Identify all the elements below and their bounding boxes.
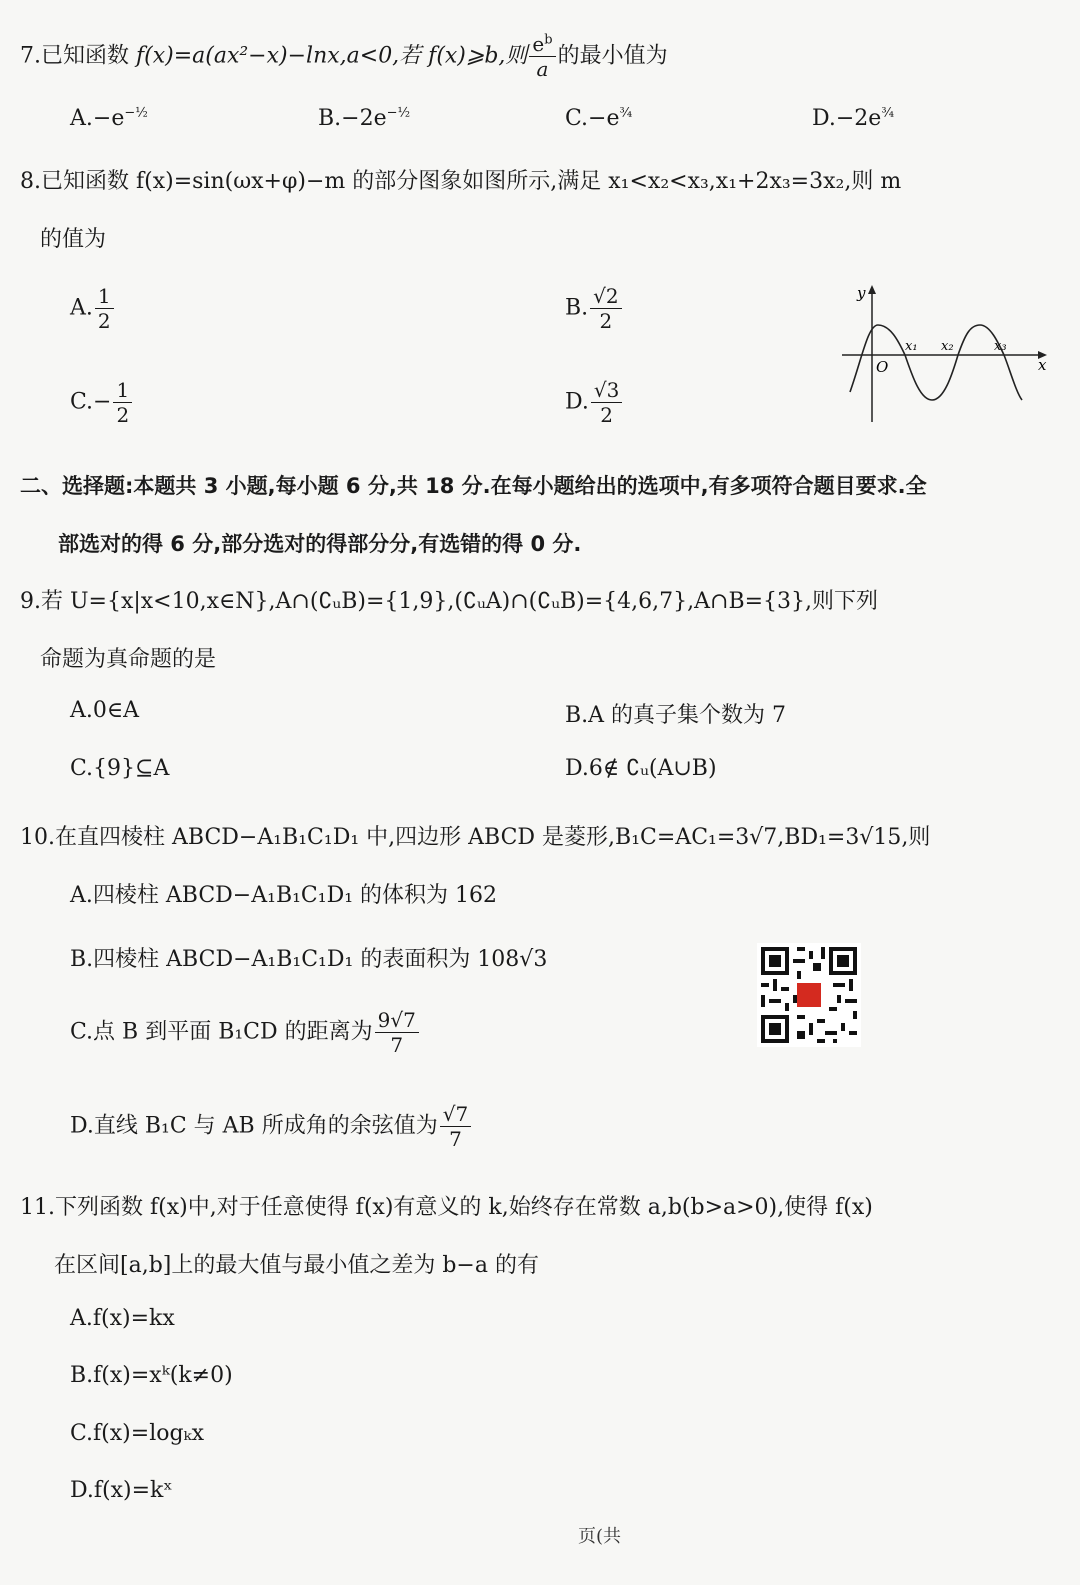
x-label: x — [1038, 356, 1047, 374]
q11-option-a: A.f(x)=kx — [70, 1306, 175, 1331]
q7-option-c: $C.-e^{\frac{3}{4}}$ — [565, 105, 633, 131]
q8-option-c: C.− $\frac{1}{2}$ — [70, 380, 134, 425]
q9-option-d: D.6∉ ∁ᵤ(A∪B) — [565, 756, 717, 781]
y-label: y — [857, 284, 866, 302]
section2-heading-line2: 部选对的得 6 分,部分选对的得部分分,有选错的得 0 分. — [58, 532, 582, 556]
q7-stem: 7.已知函数 f(x)=a(ax²−x)−lnx,a<0,若 f(x)⩾b,则 $\frac{e^b}{a}$ 的最小值为 — [20, 32, 668, 81]
q8-sine-graph — [840, 280, 1055, 425]
q7-option-a: $A.-e^{-\frac{1}{2}}$ — [70, 105, 148, 131]
x3-label: x₃ — [994, 339, 1007, 354]
q11-option-c: C.f(x)=logₖx — [70, 1421, 204, 1446]
q9-stem-line1: 9.若 U={x|x<10,x∈N},A∩(∁ᵤB)={1,9},(∁ᵤA)∩(∁ᵤB)={4,6,7},A∩B={3},则下列 — [20, 589, 879, 614]
q11-stem-line2: 在区间[a,b]上的最大值与最小值之差为 b−a 的有 — [54, 1253, 539, 1278]
q10-option-a: A.四棱柱 ABCD−A₁B₁C₁D₁ 的体积为 162 — [70, 883, 498, 908]
q7-fraction: $\frac{e^b}{a}$ — [529, 34, 555, 79]
q10-stem: 10.在直四棱柱 ABCD−A₁B₁C₁D₁ 中,四边形 ABCD 是菱形,B₁C=AC₁=3√7,BD₁=3√15,则 — [20, 825, 931, 850]
q8-option-a: A. $\frac{1}{2}$ — [70, 286, 116, 331]
q9-option-b: B.A 的真子集个数为 7 — [565, 703, 787, 728]
q10-option-b: B.四棱柱 ABCD−A₁B₁C₁D₁ 的表面积为 108√3 — [70, 947, 548, 972]
q8-stem-line1: 8.已知函数 f(x)=sin(ωx+φ)−m 的部分图象如图所示,满足 x₁<x₂<x₃,x₁+2x₃=3x₂,则 m — [20, 169, 902, 194]
q9-option-c: C.{9}⊆A — [70, 756, 170, 781]
q9-option-a: A.0∈A — [70, 698, 140, 723]
section2-heading-line1: 二、选择题:本题共 3 小题,每小题 6 分,共 18 分.在每小题给出的选项中,有多项符合题目要求.全 — [20, 474, 927, 498]
q9-stem-line2: 命题为真命题的是 — [40, 647, 217, 672]
x1-label: x₁ — [905, 339, 918, 354]
q11-option-d: D.f(x)=kˣ — [70, 1478, 173, 1503]
q10-option-c: C.点 B 到平面 B₁CD 的距离为 $\frac{9√7}{7}$ — [70, 1010, 421, 1055]
y-axis-arrow — [868, 285, 876, 294]
x2-label: x₂ — [941, 339, 954, 354]
q7-option-b: $B.-2e^{-\frac{1}{2}}$ — [318, 105, 411, 131]
q8-option-d: D. $\frac{√3}{2}$ — [565, 380, 624, 425]
origin-label: O — [876, 358, 889, 376]
q10-option-d: D.直线 B₁C 与 AB 所成角的余弦值为 $\frac{√7}{7}$ — [70, 1104, 473, 1149]
q11-option-b: B.f(x)=xᵏ(k≠0) — [70, 1363, 233, 1388]
q11-stem-line1: 11.下列函数 f(x)中,对于任意使得 f(x)有意义的 k,始终存在常数 a,b(b>a>0),使得 f(x) — [20, 1195, 873, 1220]
page-footer: 页(共 — [578, 1526, 622, 1547]
q8-stem-line2: 的值为 — [40, 227, 107, 252]
q7-option-d: $D.-2e^{\frac{3}{4}}$ — [812, 105, 894, 131]
qr-code-image — [757, 943, 861, 1047]
q8-option-b: B. $\frac{√2}{2}$ — [565, 286, 624, 331]
